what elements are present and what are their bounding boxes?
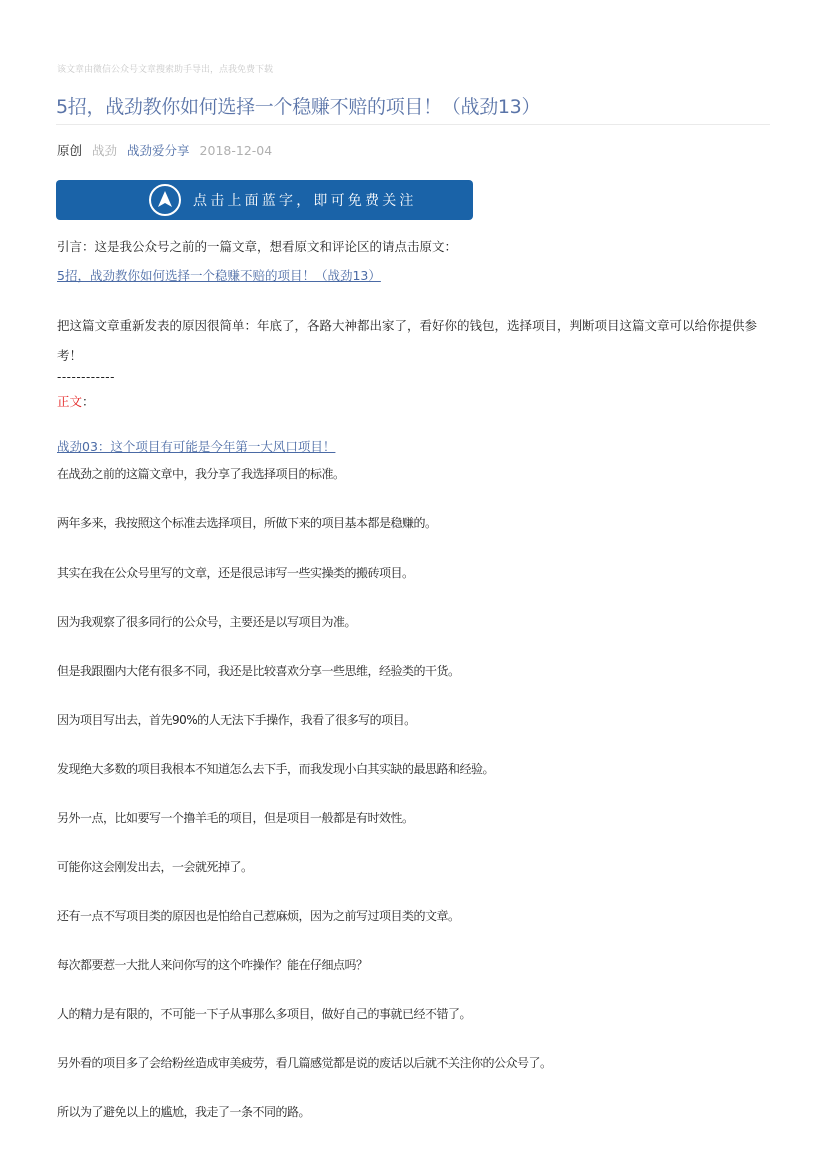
paragraph: 另外一点，比如要写一个撸羊毛的项目，但是项目一般都是有时效性。 bbox=[57, 811, 414, 825]
follow-banner[interactable] bbox=[56, 180, 473, 220]
article-meta bbox=[57, 141, 282, 159]
main-text-label bbox=[57, 392, 95, 410]
paragraph: 人的精力是有限的，不可能一下子从事那么多项目，做好自己的事就已经不错了。 bbox=[57, 1007, 472, 1021]
reason-line-2: 考！ bbox=[57, 348, 83, 363]
paragraph: 可能你这会刚发出去，一会就死掉了。 bbox=[57, 860, 253, 874]
paragraph: 另外看的项目多了会给粉丝造成审美疲劳，看几篇感觉都是说的废话以后就不关注你的公众号了。 bbox=[57, 1056, 552, 1070]
paragraph: 发现绝大多数的项目我根本不知道怎么去下手，而我发现小白其实缺的最思路和经验。 bbox=[57, 762, 495, 776]
account-link[interactable]: 战劲爱分享 bbox=[127, 143, 190, 158]
title-divider bbox=[56, 124, 770, 125]
original-article-link[interactable]: 5招，战劲教你如何选择一个稳赚不赔的项目！（战劲13） bbox=[57, 268, 381, 283]
paragraph: 因为我观察了很多同行的公众号，主要还是以写项目为准。 bbox=[57, 615, 357, 629]
paragraph: 还有一点不写项目类的原因也是怕给自己惹麻烦，因为之前写过项目类的文章。 bbox=[57, 909, 460, 923]
article-title: 5招，战劲教你如何选择一个稳赚不赔的项目！（战劲13） bbox=[56, 96, 541, 118]
related-article-link[interactable]: 战劲03：这个项目有可能是今年第一大风口项目！ bbox=[57, 439, 336, 454]
paragraph: 两年多来，我按照这个标准去选择项目，所做下来的项目基本都是稳赚的。 bbox=[57, 516, 437, 530]
separator-line: ------------ bbox=[57, 370, 115, 384]
paragraph: 其实在我在公众号里写的文章，还是很忌讳写一些实操类的搬砖项目。 bbox=[57, 566, 414, 580]
main-label-colon: ： bbox=[82, 394, 95, 409]
paragraph: 所以为了避免以上的尴尬，我走了一条不同的路。 bbox=[57, 1105, 311, 1119]
intro-text: 引言：这是我公众号之前的一篇文章，想看原文和评论区的请点击原文： bbox=[57, 239, 458, 254]
main-label-text: 正文 bbox=[57, 394, 83, 409]
paragraph: 但是我跟圈内大佬有很多不同，我还是比较喜欢分享一些思维，经验类的干货。 bbox=[57, 664, 460, 678]
author-name: 战劲 bbox=[92, 143, 118, 158]
arrow-up-circle-icon bbox=[149, 184, 181, 216]
paragraph: 每次都要惹一大批人来问你写的这个咋操作？能在仔细点吗？ bbox=[57, 958, 368, 972]
follow-banner-label: 点击上面蓝字，即可免费关注 bbox=[193, 193, 417, 209]
export-notice-link[interactable]: 该文章由微信公众号文章搜索助手导出，点我免费下载 bbox=[57, 65, 274, 75]
paragraph: 因为项目写出去，首先90%的人无法下手操作，我看了很多写的项目。 bbox=[57, 713, 416, 727]
reason-line-1: 把这篇文章重新发表的原因很简单：年底了，各路大神都出家了，看好你的钱包，选择项目，判断项目这篇文章可以给你提供参 bbox=[57, 318, 758, 333]
original-tag: 原创 bbox=[57, 143, 83, 158]
paragraph: 在战劲之前的这篇文章中，我分享了我选择项目的标准。 bbox=[57, 467, 345, 481]
publish-date: 2018-12-04 bbox=[199, 143, 273, 158]
